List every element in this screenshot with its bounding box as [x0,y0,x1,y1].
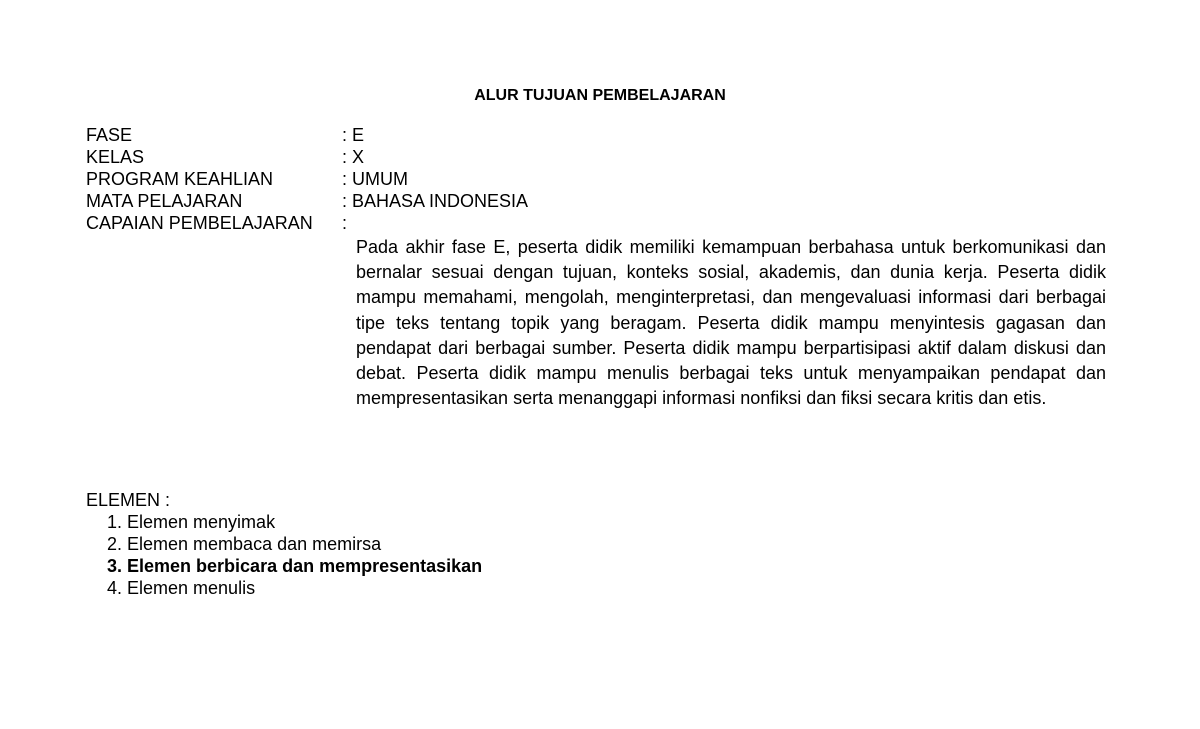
elemen-list [107,511,482,599]
info-row-fase [86,124,528,146]
elemen-heading: ELEMEN : [86,490,171,510]
info-label: MATA PELAJARAN [86,191,243,211]
info-row-kelas [86,146,528,168]
info-value: : UMUM [342,169,408,189]
info-value: : BAHASA INDONESIA [342,191,529,211]
list-item: 4. Elemen menulis [107,578,256,598]
info-row-mata-pelajaran [86,190,528,212]
info-block [86,124,528,234]
info-row-capaian-pembelajaran [86,212,528,234]
info-row-program-keahlian [86,168,528,190]
info-value: : E [342,125,365,145]
list-item: 3. Elemen berbicara dan mempresentasikan [107,556,483,576]
info-label: CAPAIAN PEMBELAJARAN [86,213,313,233]
info-label: PROGRAM KEAHLIAN [86,169,274,189]
list-item: 1. Elemen menyimak [107,512,276,532]
info-label: KELAS [86,147,145,167]
document-title: ALUR TUJUAN PEMBELAJARAN [474,87,726,104]
info-value: : X [342,147,365,167]
capaian-paragraph: Pada akhir fase E, peserta didik memiliki kemampuan berbahasa untuk berkomunikasi dan bernalar sesuai dengan tujuan, konteks sosial, akademis, dan dunia kerja. Peserta didik mampu memahami, mengolah, menginterpretasi, dan mengevaluasi informasi dari berbagai tipe teks tentang topik yang beragam. Peserta didik mampu menyintesis gagasan dan pendapat dari berbagai sumber. Peserta didik mampu berpartisipasi aktif dalam diskusi dan debat. Peserta didik mampu menulis berbagai teks untuk menyampaikan pendapat dan mempresentasikan serta menanggapi informasi nonfiksi dan fiksi secara kritis dan etis. [356,237,1106,409]
info-value: : [342,213,348,233]
info-label: FASE [86,125,133,145]
list-item: 2. Elemen membaca dan memirsa [107,534,382,554]
